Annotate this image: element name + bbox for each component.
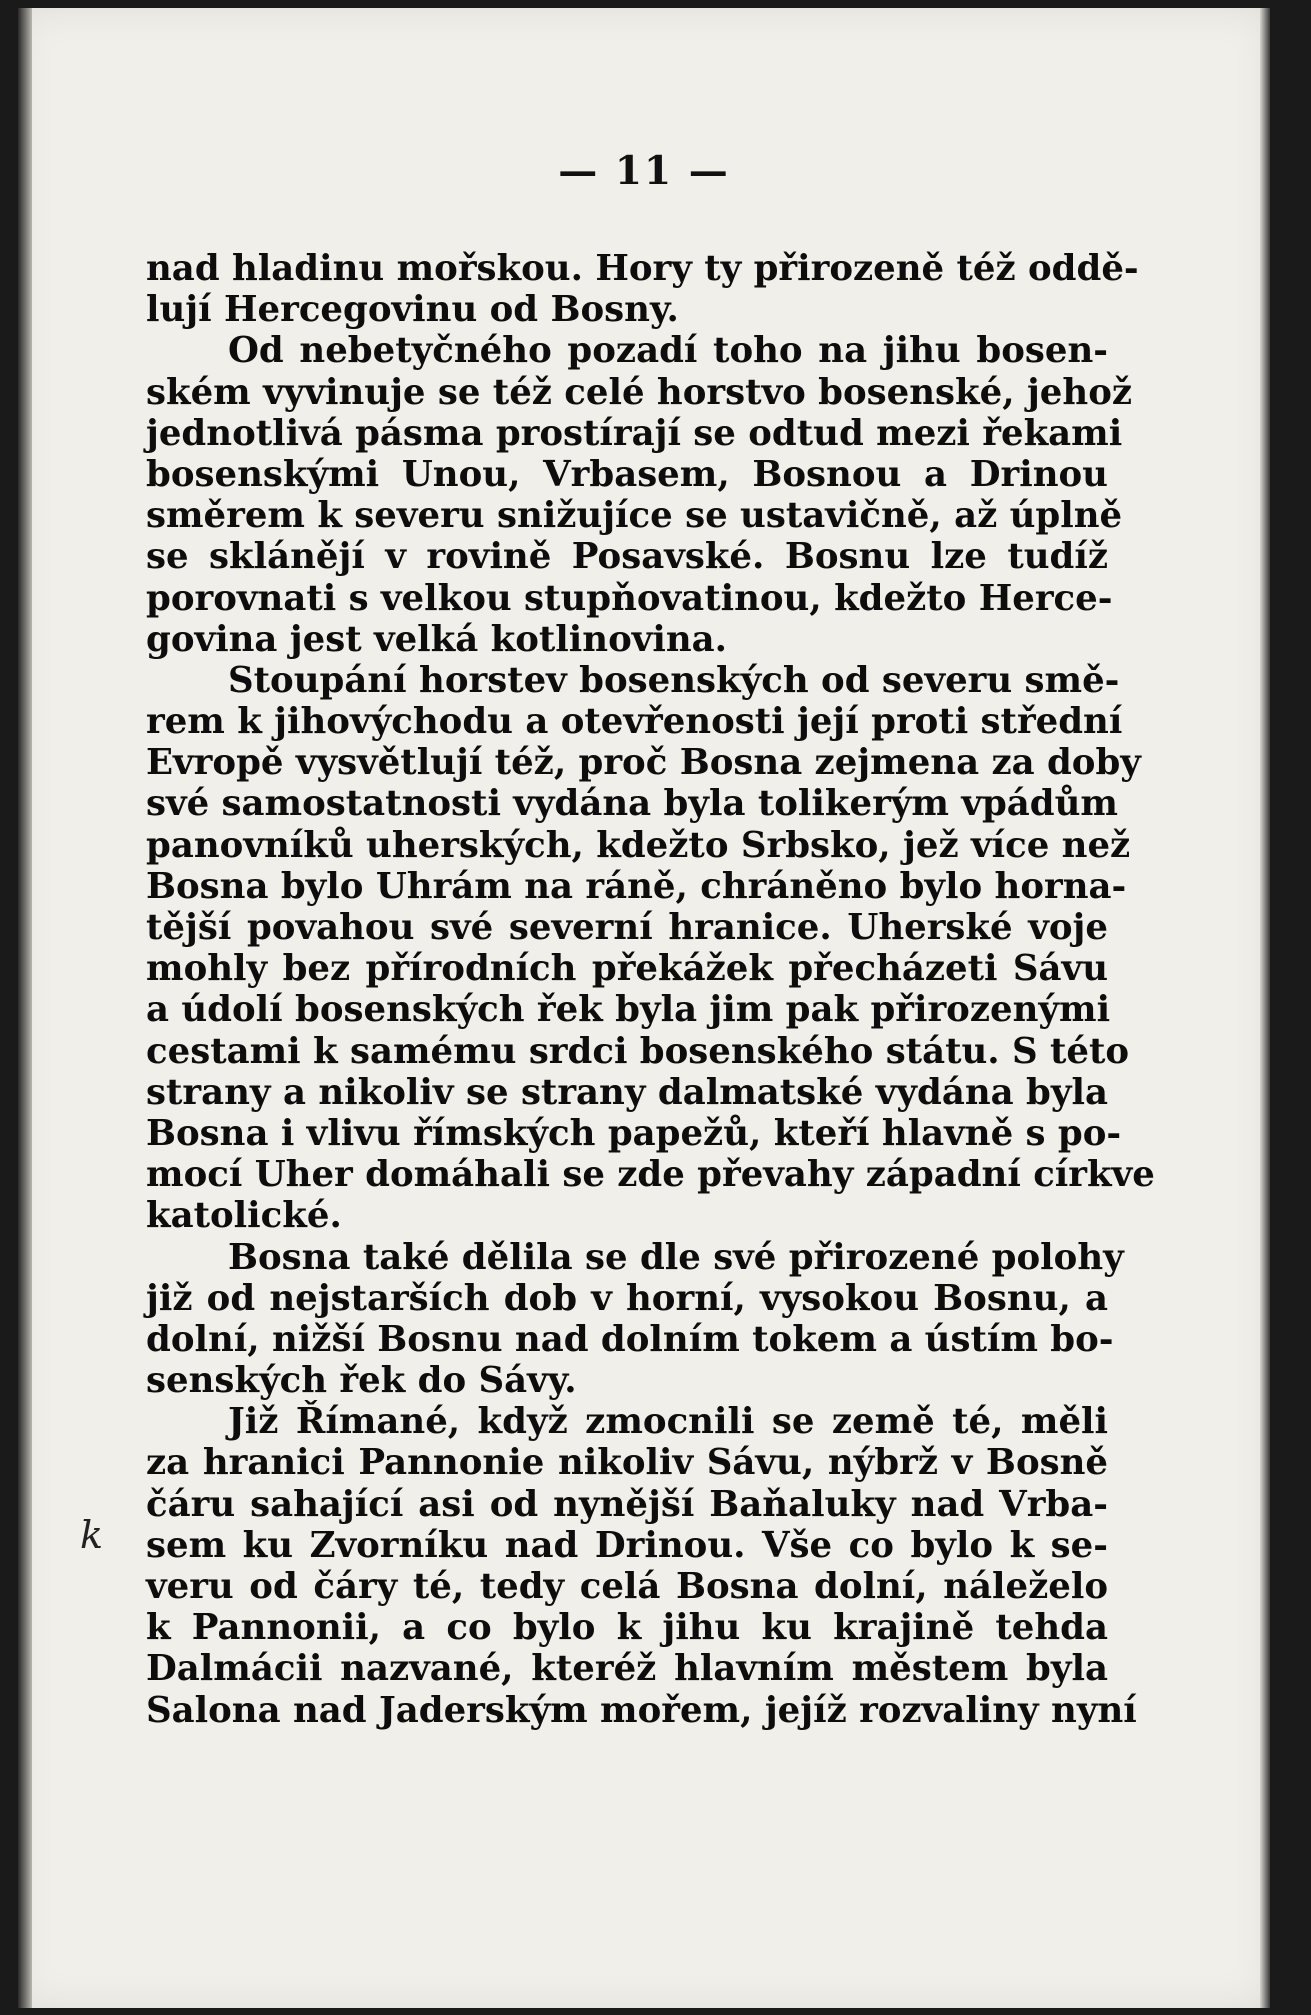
text-line: porovnati s velkou stupňovatinou, kdežto Herce- (146, 577, 1113, 619)
text-line: čáru sahající asi od nynější Baňaluky nad Vrba- (146, 1483, 1108, 1525)
text-line: Od nebetyčného pozadí toho na jihu bosen- (228, 330, 1108, 372)
text-line: mohly bez přírodních překážek přecházeti Sávu (146, 948, 1108, 990)
text-line: za hranici Pannonie nikoliv Sávu, nýbrž v Bosně (146, 1442, 1108, 1484)
text-line: mocí Uher domáhali se zde převahy západní církve (146, 1154, 1155, 1196)
text-line: nad hladinu mořskou. Hory ty přirozeně též oddě- (146, 248, 1139, 289)
text-line: ském vyvinuje se též celé horstvo bosenské, jehož (146, 371, 1133, 413)
text-line: Již Římané, když zmocnili se země té, měli (228, 1401, 1108, 1443)
page-left-edge (18, 8, 32, 2008)
text-line: lují Hercegovinu od Bosny. (146, 289, 679, 331)
text-line: Stoupání horstev bosenských od severu smě- (228, 659, 1120, 701)
handwritten-margin-note: k (80, 1513, 104, 1557)
text-line: katolické. (146, 1195, 342, 1237)
text-line: Dalmácii nazvané, kteréž hlavním městem byla (146, 1648, 1108, 1690)
text-line: strany a nikoliv se strany dalmatské vydána byla (146, 1071, 1108, 1113)
text-line: své samostatnosti vydána byla tolikerým vpádům (146, 783, 1118, 825)
text-line: jednotlivá pásma prostírají se odtud mezi řekami (146, 412, 1123, 454)
text-line: Bosna bylo Uhrám na ráně, chráněno bylo horna- (146, 865, 1127, 907)
text-line: senských řek do Sávy. (146, 1360, 577, 1402)
page-number: — 11 — (558, 148, 730, 194)
text-line: a údolí bosenských řek byla jim pak přirozenými (146, 989, 1111, 1031)
text-line: k Pannonii, a co bylo k jihu ku krajině tehda (146, 1607, 1108, 1649)
book-page (18, 8, 1270, 2008)
text-line: bosenskými Unou, Vrbasem, Bosnou a Drinou (146, 453, 1108, 495)
text-line: Bosna také dělila se dle své přirozené polohy (228, 1236, 1124, 1278)
text-line: Evropě vysvětlují též, proč Bosna zejmena za doby (146, 742, 1141, 784)
text-line: Bosna i vlivu římských papežů, kteří hlavně s po- (146, 1112, 1122, 1154)
text-line: govina jest velká kotlinovina. (146, 618, 728, 660)
text-line: dolní, nižší Bosnu nad dolním tokem a ústím bo- (146, 1318, 1114, 1360)
text-line: cestami k samému srdci bosenského státu. S této (146, 1030, 1130, 1072)
text-line: sem ku Zvorníku nad Drinou. Vše co bylo k se- (146, 1524, 1108, 1566)
text-line: tější povahou své severní hranice. Uherské voje (146, 907, 1108, 948)
text-line: rem k jihovýchodu a otevřenosti její proti střední (146, 701, 1123, 743)
text-line: Salona nad Jaderským mořem, jejíž rozvaliny nyní (146, 1689, 1137, 1731)
text-line: veru od čáry té, tedy celá Bosna dolní, náleželo (146, 1566, 1108, 1607)
text-line: panovníků uherských, kdežto Srbsko, jež více než (146, 824, 1131, 866)
text-line: směrem k severu snižujíce se ustavičně, až úplně (146, 495, 1123, 537)
text-line: již od nejstarších dob v horní, vysokou Bosnu, a (146, 1277, 1108, 1319)
body-text (146, 248, 1155, 1731)
page-right-edge (1260, 8, 1270, 2008)
text-line: se sklánějí v rovině Posavské. Bosnu lze tudíž (146, 536, 1108, 578)
